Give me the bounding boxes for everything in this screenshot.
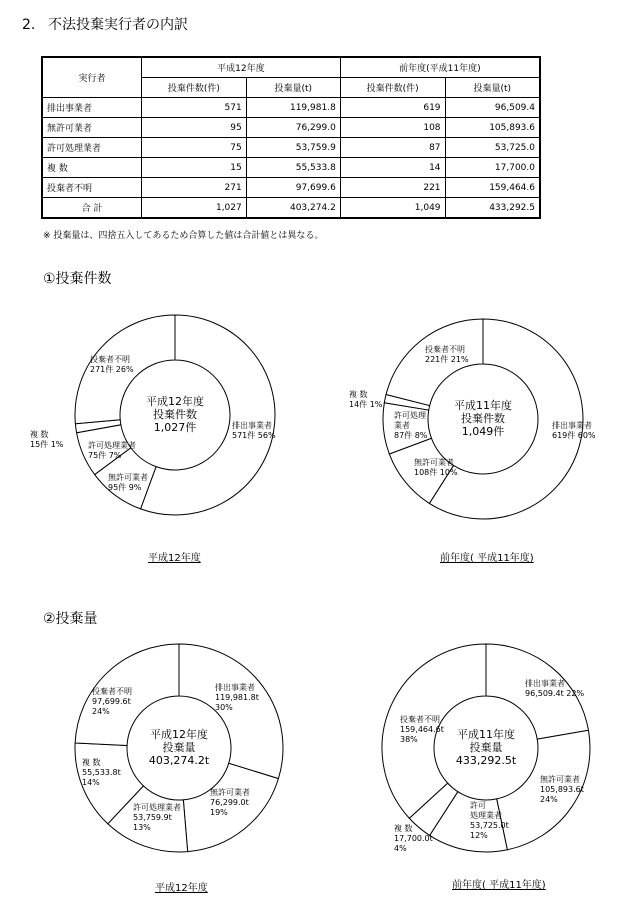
slice-label: 排出事業者 571件 56%: [232, 421, 276, 440]
table-note: ※ 投棄量は、四捨五入してあるため合算した値は合計値とは異なる。: [43, 231, 324, 241]
donut-center-label: 平成12年度投棄量 403,274.2t: [148, 728, 210, 767]
col-amount-header: 投棄量(t): [246, 78, 340, 98]
slice-label: 許可処理業者 75件 7%: [88, 441, 136, 460]
slice-label: 複 数 55,533.8t 14%: [82, 758, 121, 787]
cell-count-11: 1,049: [340, 198, 445, 219]
cell-amount-12: 76,299.0: [246, 118, 340, 138]
group-current-header: 平成12年度: [142, 57, 341, 78]
cell-amount-12: 53,759.9: [246, 138, 340, 158]
slice-label: 投棄者不明 271件 26%: [90, 355, 134, 374]
cell-count-11: 108: [340, 118, 445, 138]
chart-caption: 前年度( 平成11年度): [452, 880, 546, 891]
chart-caption: 平成12年度: [148, 553, 201, 564]
donut-center-label: 平成11年度投棄量 433,292.5t: [455, 728, 517, 767]
slice-label: 排出事業者 119,981.8t 30%: [215, 683, 259, 712]
cell-amount-12: 97,699.6: [246, 178, 340, 198]
cell-count-12: 271: [142, 178, 247, 198]
donut-center-label: 平成12年度投棄件数 1,027件: [146, 395, 204, 434]
row-label: 排出事業者: [42, 98, 142, 118]
slice-label: 複 数 14件 1%: [349, 390, 383, 409]
cell-count-11: 14: [340, 158, 445, 178]
cell-count-12: 75: [142, 138, 247, 158]
section-title-count: ①投棄件数: [43, 271, 112, 287]
slice-label: 無許可業者 105,893.6t 24%: [540, 775, 584, 804]
slice-label: 無許可業者 108件 10%: [414, 458, 458, 477]
cell-amount-11: 17,700.0: [445, 158, 540, 178]
cell-amount-12: 119,981.8: [246, 98, 340, 118]
slice-label: 無許可業者 76,299.0t 19%: [210, 788, 250, 817]
cell-count-11: 221: [340, 178, 445, 198]
cell-amount-11: 105,893.6: [445, 118, 540, 138]
slice-label: 投棄者不明 97,699.6t 24%: [92, 687, 132, 716]
cell-amount-12: 55,533.8: [246, 158, 340, 178]
slice-label: 許可処理業者 53,725.0t 12%: [470, 801, 509, 840]
col-count-prev-header: 投棄件数(件): [340, 78, 445, 98]
cell-count-12: 95: [142, 118, 247, 138]
cell-amount-11: 159,464.6: [445, 178, 540, 198]
cell-count-12: 15: [142, 158, 247, 178]
row-label: 合 計: [42, 198, 142, 219]
col-count-header: 投棄件数(件): [142, 78, 247, 98]
slice-label: 許可処理業者 53,759.9t 13%: [133, 803, 181, 832]
slice-label: 排出事業者 96,509.4t 22%: [525, 679, 585, 698]
slice-label: 無許可業者 95件 9%: [108, 473, 148, 492]
cell-count-12: 571: [142, 98, 247, 118]
cell-amount-11: 96,509.4: [445, 98, 540, 118]
cell-count-12: 1,027: [142, 198, 247, 219]
cell-amount-11: 53,725.0: [445, 138, 540, 158]
row-label: 投棄者不明: [42, 178, 142, 198]
cell-count-11: 619: [340, 98, 445, 118]
donut-center-label: 平成11年度投棄件数 1,049件: [454, 399, 512, 438]
slice-label: 投棄者不明 221件 21%: [425, 345, 469, 364]
slice-label: 許可処理業者 87件 8%: [394, 411, 428, 440]
group-previous-header: 前年度(平成11年度): [340, 57, 540, 78]
cell-amount-11: 433,292.5: [445, 198, 540, 219]
chart-caption: 平成12年度: [155, 883, 208, 894]
cell-amount-12: 403,274.2: [246, 198, 340, 219]
slice-label: 複 数 17,700.0t 4%: [394, 824, 433, 853]
heading-title: 不法投棄実行者の内訳: [48, 17, 188, 33]
row-label: 許可処理業者: [42, 138, 142, 158]
slice-label: 投棄者不明 159,464.6t 38%: [400, 715, 444, 744]
row-label: 複 数: [42, 158, 142, 178]
cell-count-11: 87: [340, 138, 445, 158]
slice-label: 複 数 15件 1%: [30, 430, 64, 449]
section-title-amount: ②投棄量: [43, 611, 98, 627]
row-label: 無許可業者: [42, 118, 142, 138]
col-amount-prev-header: 投棄量(t): [445, 78, 540, 98]
slice-label: 排出事業者 619件 60%: [552, 421, 596, 440]
row-header: 実行者: [42, 57, 142, 98]
heading-number: 2.: [22, 17, 36, 33]
chart-caption: 前年度( 平成11年度): [440, 553, 534, 564]
